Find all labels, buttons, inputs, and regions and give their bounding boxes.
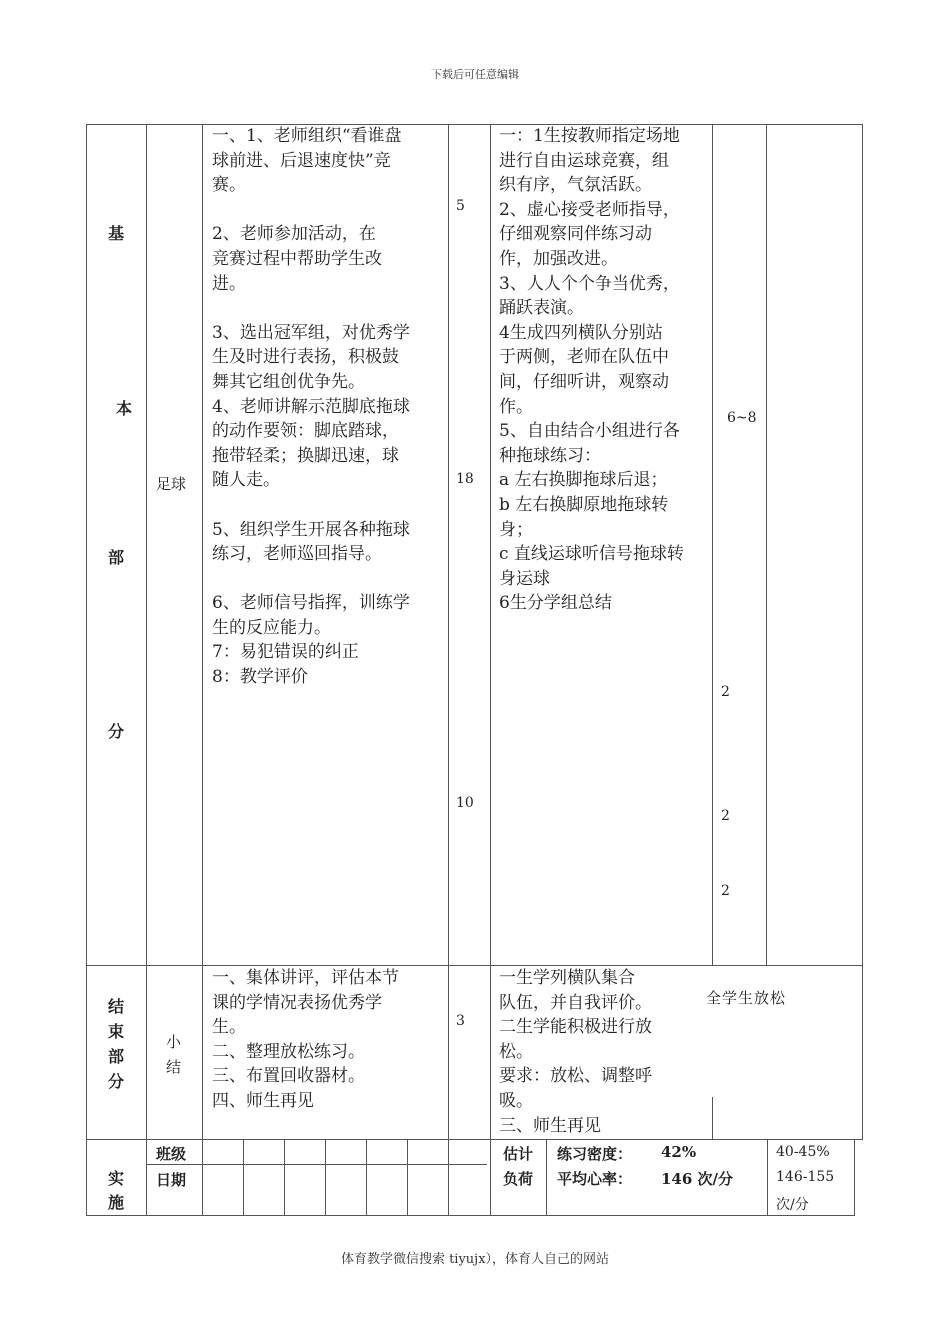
teacher-activity-line: 4、老师讲解示范脚底拖球 — [212, 396, 410, 417]
student-activity-line: 进行自由运球竞赛，组 — [499, 150, 669, 171]
student-activity-line: 4生成四列横队分别站 — [499, 322, 663, 343]
end-label-char-2: 束 — [108, 1022, 125, 1041]
student-activity-line: 踊跃表演。 — [499, 298, 584, 319]
teacher-activity-line: 生及时进行表扬，积极鼓 — [212, 347, 399, 368]
teacher-activity-line — [212, 198, 448, 223]
end-student-line: 队伍，并自我评价。 — [499, 992, 652, 1013]
end-student-line: 要求：放松、调整呼 — [499, 1066, 652, 1087]
teacher-activity-line: 进。 — [212, 273, 246, 294]
teacher-activity-line: 7：易犯错误的纠正 — [212, 642, 359, 663]
heart-rate-value: 146 次/分 — [661, 1170, 734, 1188]
student-activity-line: 间，仔细听讲，观察动 — [499, 371, 669, 392]
impl-label-char-2: 施 — [108, 1193, 125, 1212]
teacher-activity-line: 生的反应能力。 — [212, 617, 331, 638]
end-teacher-line: 生。 — [212, 1017, 246, 1038]
end-student-line: 二生学能积极进行放 — [499, 1017, 652, 1038]
teacher-activity-line: 拖带轻柔；换脚迅速，球 — [212, 445, 399, 466]
end-teacher-activities — [212, 966, 448, 1114]
main-reps-1: 6~8 — [727, 410, 757, 426]
main-label-char-1: 基 — [108, 224, 125, 243]
student-activity-line: 3、人人个个争当优秀， — [499, 273, 680, 294]
student-activity-line: c 直线运球听信号拖球转 — [499, 544, 684, 565]
teacher-activity-line: 竞赛过程中帮助学生改 — [212, 248, 382, 269]
end-student-line: 松。 — [499, 1041, 533, 1062]
end-student-line: 吸。 — [499, 1090, 533, 1111]
student-activity-line: 身运球 — [499, 568, 550, 589]
main-label-char-3: 部 — [108, 548, 125, 567]
main-label-char-2: 本 — [116, 399, 133, 418]
class-label: 班级 — [156, 1145, 187, 1163]
student-activity-line: 作，加强改进。 — [499, 248, 618, 269]
main-time-1: 5 — [456, 198, 465, 214]
main-label-char-4: 分 — [108, 722, 125, 741]
main-content: 足球 — [156, 475, 187, 493]
teacher-activity-line: 8：教学评价 — [212, 667, 308, 688]
teacher-activity-line — [212, 296, 448, 321]
impl-label-char-1: 实 — [108, 1169, 125, 1188]
student-activity-line: a 左右换脚拖球后退； — [499, 470, 668, 491]
page-footer: 体育教学微信搜索 tiyujx），体育人自己的网站 — [340, 1252, 610, 1267]
teacher-activity-line: 赛。 — [212, 175, 246, 196]
load-label-line-1: 估计 — [503, 1145, 534, 1163]
end-content-char-2: 结 — [166, 1058, 182, 1076]
end-teacher-line: 课的学情况表扬优秀学 — [212, 992, 382, 1013]
density-label: 练习密度： — [557, 1145, 633, 1163]
student-activity-line: 作。 — [499, 396, 533, 417]
student-activity-line: 6生分学组总结 — [499, 593, 612, 614]
teacher-activity-line: 练习，老师巡回指导。 — [212, 544, 382, 565]
student-activity-line: 仔细观察同伴练习动 — [499, 224, 652, 245]
end-student-line: 一生学列横队集合 — [499, 968, 635, 988]
density-value: 42% — [661, 1143, 697, 1161]
teacher-activity-line: 5、组织学生开展各种拖球 — [212, 519, 410, 540]
end-label-char-4: 分 — [108, 1072, 125, 1091]
main-reps-4: 2 — [721, 883, 730, 899]
teacher-activity-line — [212, 493, 448, 518]
teacher-activity-line — [212, 567, 448, 592]
end-time: 3 — [456, 1013, 465, 1029]
main-time-3: 10 — [456, 795, 474, 811]
page-header: 下载后可任意编辑 — [431, 68, 519, 81]
teacher-activity-line: 一、1、老师组织“看谁盘 — [212, 126, 402, 146]
teacher-activity-line: 球前进、后退速度快”竞 — [212, 150, 391, 171]
main-reps-3: 2 — [721, 808, 730, 824]
end-note: 全学生放松 — [706, 989, 787, 1007]
range-line-3: 次/分 — [776, 1197, 809, 1213]
end-teacher-line: 三、布置回收器材。 — [212, 1066, 365, 1087]
student-activity-line: b 左右换脚原地拖球转 — [499, 494, 669, 515]
end-label-char-3: 部 — [108, 1047, 125, 1066]
teacher-activity-line: 随人走。 — [212, 470, 280, 491]
main-time-2: 18 — [456, 471, 474, 487]
end-label-char-1: 结 — [108, 997, 125, 1016]
end-content-char-1: 小 — [166, 1033, 182, 1051]
student-activity-line: 5、自由结合小组进行各 — [499, 421, 680, 442]
teacher-activity-line: 6、老师信号指挥，训练学 — [212, 593, 410, 614]
main-teacher-activities — [212, 124, 448, 690]
date-label: 日期 — [156, 1171, 187, 1189]
student-activity-line: 身； — [499, 519, 533, 540]
end-teacher-line: 一、集体讲评，评估本节 — [212, 968, 399, 988]
teacher-activity-line: 2、老师参加活动，在 — [212, 224, 376, 245]
student-activity-line: 2、虚心接受老师指导， — [499, 199, 680, 220]
student-activity-line: 种拖球练习： — [499, 445, 601, 466]
teacher-activity-line: 的动作要领：脚底踏球， — [212, 421, 399, 442]
heart-rate-label: 平均心率： — [557, 1170, 633, 1188]
range-line-1: 40-45% — [776, 1144, 830, 1160]
student-activity-line: 一：1生按教师指定场地 — [499, 126, 680, 146]
end-student-line: 三、师生再见 — [499, 1115, 601, 1136]
teacher-activity-line: 舞其它组创优争先。 — [212, 371, 365, 392]
range-line-2: 146-155 — [776, 1169, 835, 1185]
main-reps-2: 2 — [721, 684, 730, 700]
student-activity-line: 织有序，气氛活跃。 — [499, 175, 652, 196]
end-teacher-line: 四、师生再见 — [212, 1090, 314, 1111]
main-student-activities — [499, 124, 711, 616]
end-student-activities — [499, 966, 711, 1138]
teacher-activity-line: 3、选出冠军组，对优秀学 — [212, 322, 410, 343]
student-activity-line: 于两侧，老师在队伍中 — [499, 347, 669, 368]
end-teacher-line: 二、整理放松练习。 — [212, 1041, 365, 1062]
load-label-line-2: 负荷 — [503, 1170, 534, 1188]
